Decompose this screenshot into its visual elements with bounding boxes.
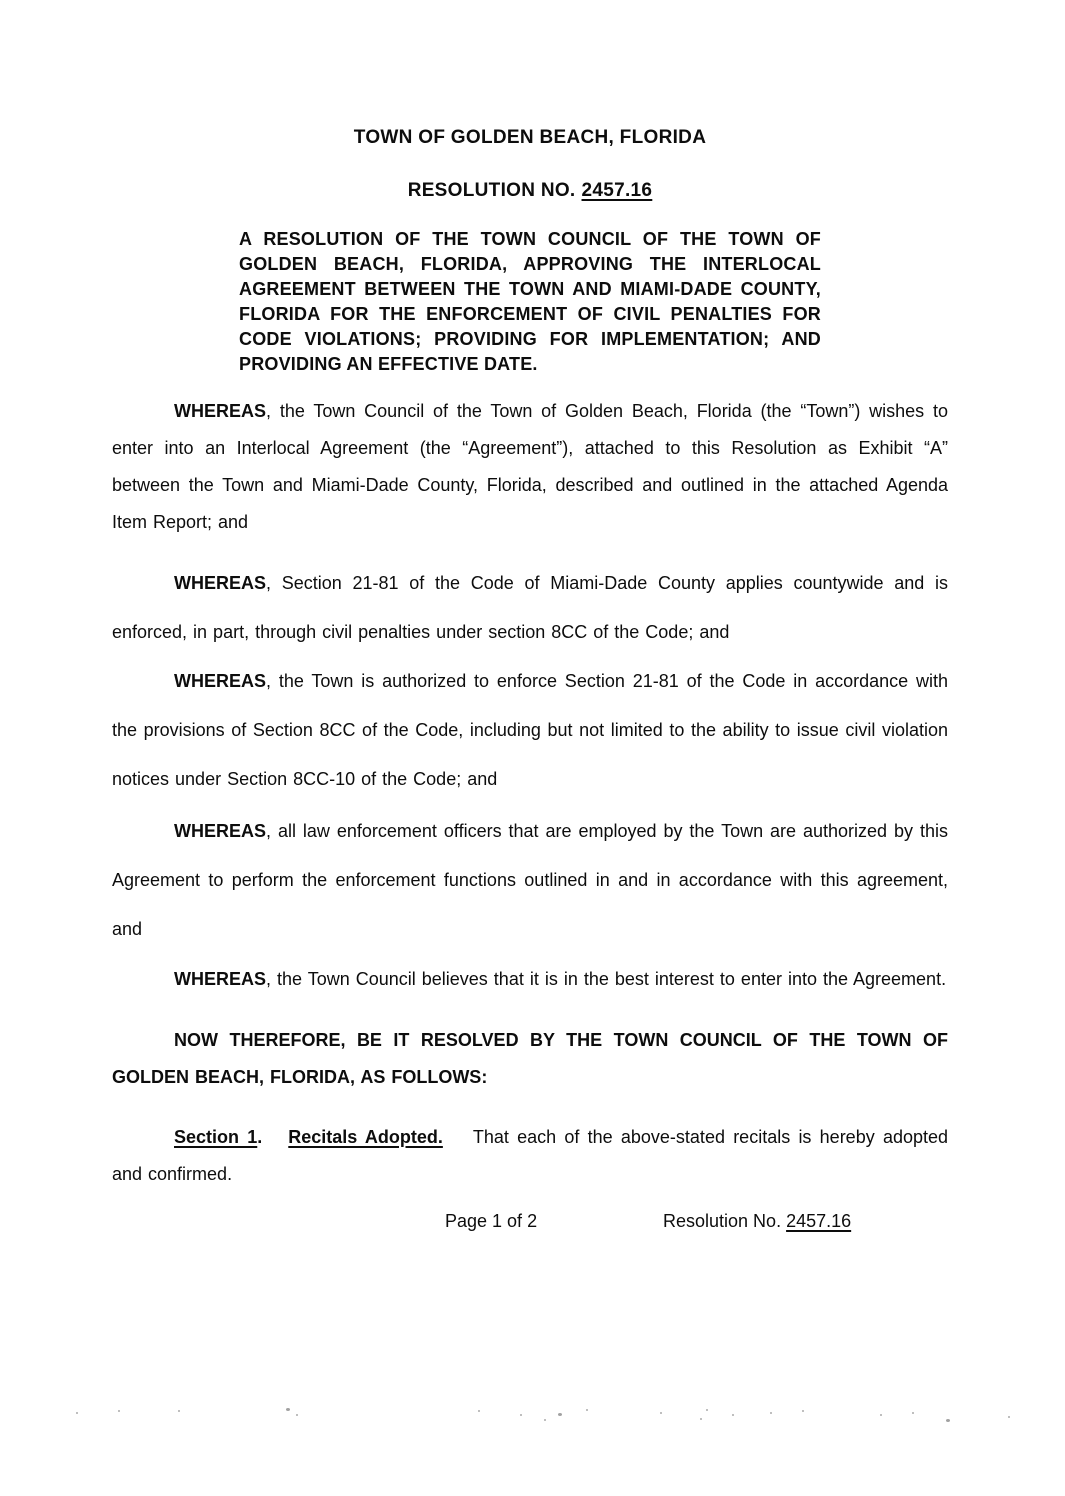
footer-resolution-ref [663, 1211, 851, 1232]
whereas-paragraph-3 [112, 657, 948, 804]
page-number: Page 1 of 2 [445, 1211, 538, 1231]
section-body: That each of the above-stated recitals is hereby adopted and confirmed. [112, 1127, 949, 1184]
page-footer [112, 1211, 948, 1235]
footer-resolution-number: 2457.16 [786, 1211, 852, 1231]
whereas-paragraph-1 [112, 393, 948, 541]
whereas-lead: WHEREAS [174, 671, 267, 691]
resolution-number-line [112, 179, 948, 202]
resolved-paragraph: NOW THEREFORE, BE IT RESOLVED BY THE TOWN COUNCIL OF THE TOWN OF GOLDEN BEACH, FLORIDA, AS FOLLOWS: [112, 1030, 948, 1087]
whereas-paragraph-2 [112, 559, 948, 657]
whereas-lead: WHEREAS [174, 401, 267, 421]
resolution-number: 2457.16 [581, 180, 653, 201]
whereas-paragraph-5 [112, 961, 948, 998]
whereas-body: , the Town Council of the Town of Golden Beach, Florida (the “Town”) wishes to enter into an Interlocal Agreement (the “Agreement”), attached to this Resolution as Exhibit “A” between the Town and Miami-Dade County, Florida, described and outlined in the attached Agenda Item Report; and [112, 401, 948, 532]
section-1-paragraph [112, 1119, 948, 1193]
resolution-label: RESOLUTION NO. [407, 180, 576, 201]
whereas-body: , the Town Council believes that it is in the best interest to enter into the Agreement. [266, 969, 947, 989]
whereas-lead: WHEREAS [174, 573, 267, 593]
whereas-lead: WHEREAS [174, 969, 267, 989]
document-title: TOWN OF GOLDEN BEACH, FLORIDA [353, 127, 707, 148]
whereas-paragraph-4 [112, 807, 948, 954]
section-heading: Recitals Adopted. [288, 1127, 443, 1147]
whereas-body: , all law enforcement officers that are employed by the Town are authorized by this Agreement to perform the enforcement functions outlined in and in accordance with this agreement, and [112, 821, 948, 939]
section-number-period: . [257, 1127, 263, 1147]
whereas-body: , the Town is authorized to enforce Section 21-81 of the Code in accordance with the provisions of Section 8CC of the Code, including but not limited to the ability to issue civil violation notices under Section 8CC-10 of the Code; and [112, 671, 948, 789]
resolution-summary-paragraph: A RESOLUTION OF THE TOWN COUNCIL OF THE TOWN OF GOLDEN BEACH, FLORIDA, APPROVING THE INTERLOCAL AGREEMENT BETWEEN THE TOWN AND MIAMI-DADE COUNTY, FLORIDA FOR THE ENFORCEMENT OF CIVIL PENALTIES FOR CODE VIOLATIONS; PROVIDING FOR IMPLEMENTATION; AND PROVIDING AN EFFECTIVE DATE. [239, 229, 821, 374]
section-number: Section 1 [174, 1127, 258, 1147]
whereas-body: , Section 21-81 of the Code of Miami-Dade County applies countywide and is enforced, in part, through civil penalties under section 8CC of the Code; and [112, 573, 948, 642]
whereas-lead: WHEREAS [174, 821, 267, 841]
footer-resolution-label: Resolution No. [663, 1211, 782, 1231]
